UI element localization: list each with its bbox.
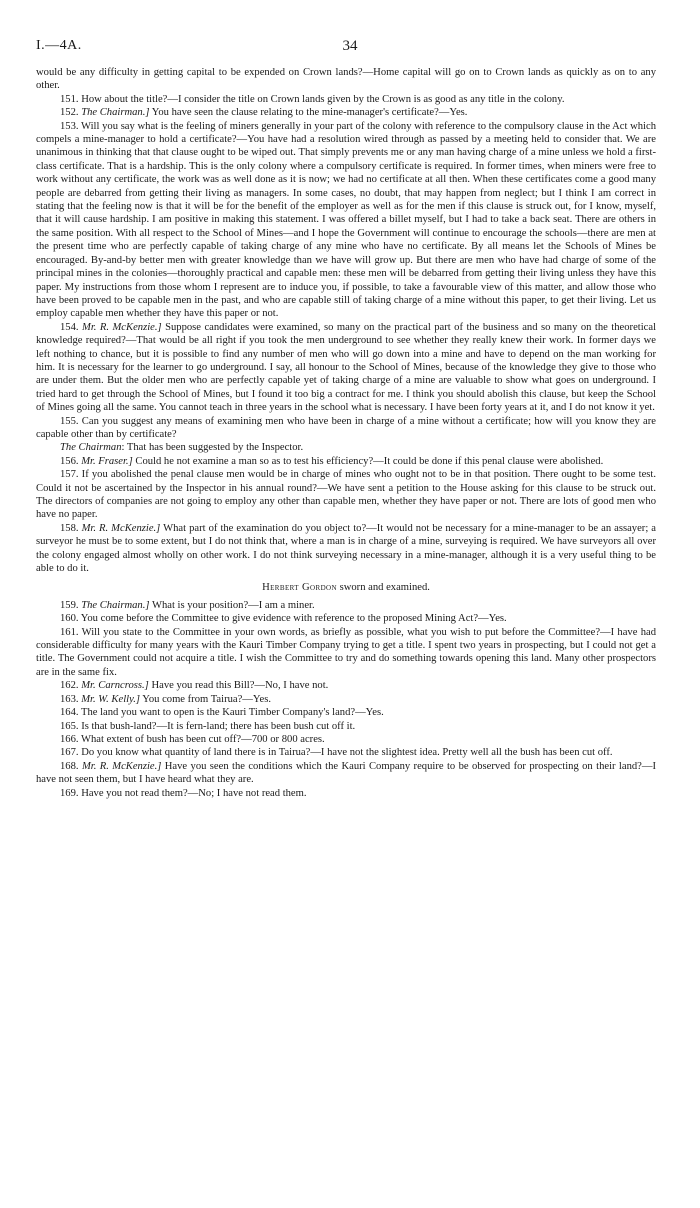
speaker-name: Mr. W. Kelly.] [81, 693, 140, 705]
question-169: 169. Have you not read them?—No; I have not read them. [60, 787, 307, 799]
question-164: 164. The land you want to open is the Kauri Timber Company's land?—Yes. [60, 707, 384, 719]
page-header [36, 38, 664, 58]
question-155: 155. Can you suggest any means of examining men who have been in charge of a mine without a certificate; how will you know they are capable other than by certificate? [36, 415, 656, 440]
question-162: 162. Mr. Carncross.] Have you read this Bill?—No, I have not. [60, 680, 329, 692]
question-153: 153. Will you say what is the feeling of miners generally in your part of the colony with reference to the compulsory clause in the Act which compels a mine-manager to hold a certificate?—You have had a resolution wired through as passed by a meeting held to consider that. We are unanimous in thinking that that clause ought to be wiped out. That simply prevents me or any man having charge of a mine unless we hold a first-class certificate. That is a hardship. This is the only colony where a compulsory certificate is required. In former times, when miners were free to work without any certificate, the work was as well done as it is now; we had no certificate at all then. When these certificates come a good many people are debarred from getting their living as managers. In some cases, no doubt, that may happen from neglect; but I think I am correct in stating that the feeling now is that it will be for the benefit of the employer as well as for the men if this clause is struck out, for I know, myself, that it will cause hardship. I am positive in making this statement. I was offered a billet myself, but I had to take a back seat. There are others in the same position. With all respect to the School of Mines—and I hope the Government will continue to encourage the schools—there are men at the present time who are perfectly capable of taking charge of any mine who have no certificate. By all means let the Schools of Mines be encouraged. By-and-by better men with greater knowledge than we have will grow up. But there are men who have had charge of some of the principal mines in the colonies—thoroughly practical and capable men: these men will be debarred from getting their living unless they have this paper. My instructions from those whom I represent are to induce you, if possible, to take a favourable view of this matter, and allow those who have been proved to be capable men in the past, and who are capable still of taking charge of a mine without this paper, to get their living. Let us employ capable men whether they have this paper or not. [36, 120, 656, 320]
speaker-name: Mr. R. McKenzie.] [81, 760, 162, 772]
evidence-text [36, 66, 656, 800]
speaker-name: Mr. R. McKenzie.] [82, 321, 162, 333]
question-159: 159. The Chairman.] What is your position?—I am a miner. [60, 599, 315, 611]
question-156: 156. Mr. Fraser.] Could he not examine a man so as to test his efficiency?—It could be done if this penal clause were abolished. [60, 455, 604, 467]
question-163: 163. Mr. W. Kelly.] You come from Tairua?—Yes. [60, 693, 271, 705]
document-reference: I.—4A. [36, 38, 82, 53]
question-151: 151. How about the title?—I consider the title on Crown lands given by the Crown is as good as any title in the colony. [60, 93, 565, 105]
speaker-name: Mr. Carncross.] [81, 680, 149, 692]
question-168: 168. Mr. R. McKenzie.] Have you seen the conditions which the Kauri Company require to be observed for prospecting on their land?—I have not seen them, but I have heard what they are. [36, 760, 656, 786]
paragraph: would be any difficulty in getting capital to be expended on Crown lands?—Home capital will go on to Crown lands as quickly as on to any other. [36, 67, 656, 92]
question-166: 166. What extent of bush has been cut off?—700 or 800 acres. [60, 733, 325, 745]
speaker-name: The Chairman.] [81, 599, 150, 611]
question-165: 165. Is that bush-land?—It is fern-land; there has been bush cut off it. [60, 720, 356, 732]
witness-name: Herbert Gordon [262, 582, 337, 594]
speaker-name: Mr. R. McKenzie.] [81, 522, 161, 534]
speaker-name: The Chairman [60, 442, 122, 454]
speaker-name: The Chairman.] [81, 107, 150, 119]
question-152: 152. The Chairman.] You have seen the clause relating to the mine-manager's certificate?—Yes. [60, 107, 468, 119]
speaker-name: Mr. Fraser.] [81, 455, 133, 467]
question-157: 157. If you abolished the penal clause men would be in charge of mines who ought not to be in that position. There ought to be some test. Could it not be ascertained by the Inspector in his annual round?—We have sent a petition to the House asking for this clause to be struck out. The directors of companies are not going to employ any other than capable men, whether they have paper or not. There are lots of good men who have no paper. [36, 469, 656, 521]
question-167: 167. Do you know what quantity of land there is in Tairua?—I have not the slightest idea. Pretty well all the bush has been cut off. [60, 747, 613, 759]
question-160: 160. You come before the Committee to give evidence with reference to the proposed Mining Act?—Yes. [60, 613, 507, 625]
page-number: 34 [342, 38, 358, 54]
question-158: 158. Mr. R. McKenzie.] What part of the examination do you object to?—It would not be necessary for a mine-manager to be an assayer; a surveyor he must be to some extent, but I do not think that, where a man is in charge of a mine, surveying is required. We have surveyors all over the colony engaged almost wholly on other work. I do not think surveying necessary in a mine-manager, although it is a very useful thing to be able to do it. [36, 522, 657, 575]
chairman-remark: The Chairman: That has been suggested by the Inspector. [60, 442, 304, 454]
witness-heading: Herbert Gordon sworn and examined. [262, 582, 430, 594]
question-161: 161. Will you state to the Committee in your own words, as briefly as possible, what you wish to put before the Committee?—I have had considerable difficulty for many years with the Kauri Timber Company trying to get a title. I spent two years in prospecting, but I could not get a title. The Government could not acquire a title. I wish the Committee to try and do something towards opening this land. Many other prospectors are in the same fix. [36, 626, 656, 678]
question-154: 154. Mr. R. McKenzie.] Suppose candidates were examined, so many on the practical part of the business and so many on the theoretical knowledge required?—That would be all right if you took the men underground to see whether they really knew their work. In former days we left nothing to chance, but it is possible to find any number of men who will go down into a mine and have to depend on the man working for him. It is necessary for the learner to go underground. I say, all honour to the School of Mines, because of the knowledge they give to those who are under them. But the older men who are perfectly capable yet of taking charge of a mine are valuable to show what goes on underground. I tried hard to get through the School of Mines, but I found it too big a contract for me. I think you should abolish this clause, but keep the School of Mines going all the same. You cannot teach in three years in the school what is necessary. I have been forty years at it, and I do not know it yet. [36, 321, 657, 414]
